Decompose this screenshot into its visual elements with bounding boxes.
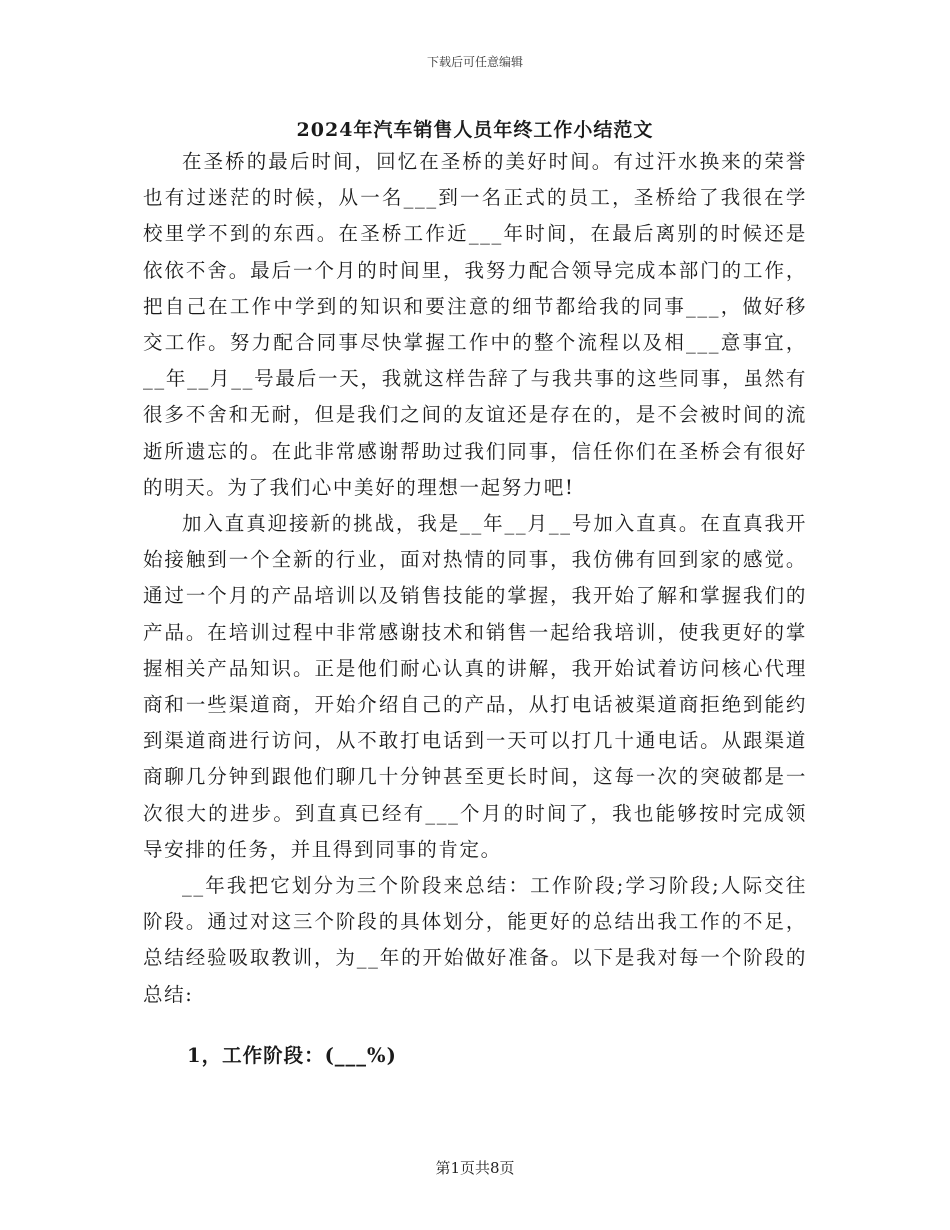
section-heading: 1，工作阶段：(___%) bbox=[187, 1044, 397, 1067]
paragraph-2: 加入直真迎接新的挑战，我是__年__月__号加入直真。在直真我开始接触到一个全新的行业，面对热情的同事，我仿佛有回到家的感觉。通过一个月的产品培训以及销售技能的掌握，我开始了解和掌握我们的产品。在培训过程中非常感谢技术和销售一起给我培训，使我更好的掌握相关产品知识。正是他们耐心认真的讲解，我开始试着访问核心代理商和一些渠道商，开始介绍自己的产品，从打电话被渠道商拒绝到能约到渠道商进行访问，从不敢打电话到一天可以打几十通电话。从跟渠道商聊几分钟到跟他们聊几十分钟甚至更长时间，这每一次的突破都是一次很大的进步。到直真已经有___个月的时间了，我也能够按时完成领导安排的任务，并且得到同事的肯定。 bbox=[143, 512, 807, 861]
document-body bbox=[143, 144, 807, 1013]
paragraph-1: 在圣桥的最后时间，回忆在圣桥的美好时间。有过汗水换来的荣誉也有过迷茫的时候，从一名___到一名正式的员工，圣桥给了我很在学校里学不到的东西。在圣桥工作近___年时间，在最后离别的时候还是依依不舍。最后一个月的时间里，我努力配合领导完成本部门的工作，把自己在工作中学到的知识和要注意的细节都给我的同事___，做好移交工作。努力配合同事尽快掌握工作中的整个流程以及相___意事宜，__年__月__号最后一天，我就这样告辞了与我共事的这些同事，虽然有很多不舍和无耐，但是我们之间的友谊还是存在的，是不会被时间的流逝所遗忘的。在此非常感谢帮助过我们同事，信任你们在圣桥会有很好的明天。为了我们心中美好的理想一起努力吧! bbox=[143, 150, 807, 499]
header-note: 下载后可任意编辑 bbox=[426, 55, 523, 69]
paragraph-3: __年我把它划分为三个阶段来总结：工作阶段;学习阶段;人际交往阶段。通过对这三个阶段的具体划分，能更好的总结出我工作的不足，总结经验吸取教训，为__年的开始做好准备。以下是我对每一个阶段的总结: bbox=[143, 874, 807, 1006]
document-title: 2024年汽车销售人员年终工作小结范文 bbox=[296, 119, 654, 141]
page-number: 第1页共8页 bbox=[435, 1159, 515, 1177]
